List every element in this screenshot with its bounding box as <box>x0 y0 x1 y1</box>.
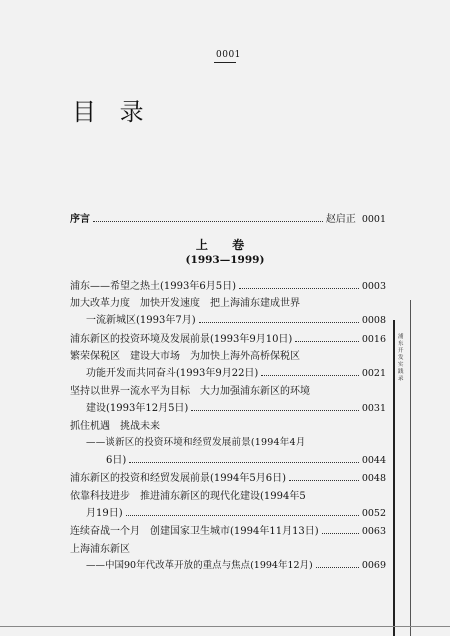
toc-entry[interactable] <box>86 311 386 326</box>
page-title: 目 录 <box>72 98 152 126</box>
entry-page: 0003 <box>361 281 386 292</box>
entry-page: 0008 <box>361 315 386 326</box>
entry-title: 浦东——希望之热土(1993年6月5日) <box>70 281 236 292</box>
dot-leader <box>322 525 359 534</box>
dot-leader <box>289 472 359 481</box>
toc-entry[interactable] <box>70 277 386 292</box>
dot-leader <box>261 367 358 376</box>
toc-entry[interactable] <box>86 504 386 519</box>
dot-leader <box>295 333 358 342</box>
spine-edge-line <box>410 300 411 636</box>
entry-page: 0044 <box>361 455 386 466</box>
entry-title-cont: 月19日) <box>86 508 123 519</box>
entry-page: 0063 <box>361 526 386 537</box>
entry-title: 繁荣保税区 建设大市场 为加快上海外高桥保税区 <box>70 351 300 362</box>
toc-entry[interactable] <box>70 522 386 537</box>
toc-entry[interactable] <box>70 330 386 345</box>
toc-preface[interactable] <box>70 210 386 225</box>
volume-years: (1993—1999) <box>185 254 265 266</box>
entry-title: 上海浦东新区 <box>70 544 130 555</box>
preface-page: 0001 <box>361 214 386 225</box>
entry-title: 依靠科技进步 推进浦东新区的现代化建设(1994年5 <box>70 491 306 502</box>
dot-leader <box>93 213 323 222</box>
dot-leader <box>239 280 359 289</box>
spine-rule <box>393 320 395 636</box>
entry-title: 加大改革力度 加快开发速度 把上海浦东建成世界 <box>70 298 300 309</box>
entry-page: 0069 <box>361 560 386 571</box>
spine-label: 浦东开发实践录 <box>398 334 404 382</box>
entry-title: 浦东新区的投资和经贸发展前景(1994年5月6日) <box>70 473 286 484</box>
entry-subtitle-cont: 6日) <box>106 455 127 466</box>
dot-leader <box>129 454 359 463</box>
entry-page: 0016 <box>361 334 386 345</box>
toc-entry[interactable] <box>86 364 386 379</box>
entry-title: 连续奋战一个月 创建国家卫生城市(1994年11月13日) <box>70 526 319 537</box>
entry-page: 0031 <box>361 403 386 414</box>
page-number-underline <box>214 62 236 63</box>
dot-leader <box>191 402 358 411</box>
entry-title-cont: 功能开发而共同奋斗(1993年9月22日) <box>86 368 259 379</box>
toc-entry[interactable] <box>106 451 386 466</box>
volume-title: 上 卷 <box>195 238 255 252</box>
entry-subtitle: ——中国90年代改革开放的重点与焦点(1994年12月) <box>86 560 313 571</box>
dot-leader <box>126 507 359 516</box>
toc-entry[interactable] <box>70 469 386 484</box>
toc-entry[interactable] <box>86 557 386 572</box>
entry-title: 坚持以世界一流水平为目标 大力加强浦东新区的环境 <box>70 386 310 397</box>
dot-leader <box>199 314 359 323</box>
entry-subtitle: ——谈新区的投资环境和经贸发展前景(1994年4月 <box>86 437 306 448</box>
entry-title: 浦东新区的投资环境及发展前景(1993年9月10日) <box>70 334 293 345</box>
page-number: 0001 <box>216 50 241 60</box>
entry-title-cont: 一流新城区(1993年7月) <box>86 315 196 326</box>
dot-leader <box>316 559 359 568</box>
entry-title-cont: 建设(1993年12月5日) <box>86 403 189 414</box>
preface-label: 序言 <box>70 214 90 225</box>
entry-page: 0052 <box>361 508 386 519</box>
bottom-rule <box>0 626 450 627</box>
toc-entry[interactable] <box>86 399 386 414</box>
entry-title: 抓住机遇 挑战未来 <box>70 421 160 432</box>
entry-page: 0021 <box>361 368 386 379</box>
preface-author: 赵启正 <box>325 214 356 225</box>
entry-page: 0048 <box>361 473 386 484</box>
